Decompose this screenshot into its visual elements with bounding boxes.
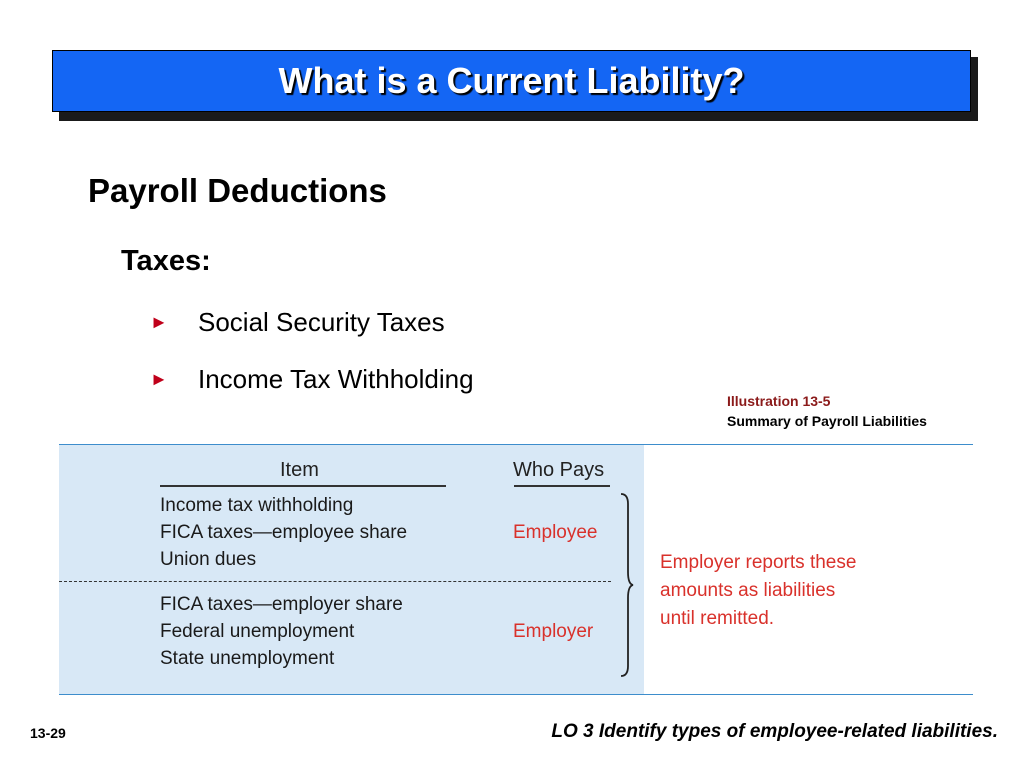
liability-note [660,549,856,633]
bullet-item [150,364,474,395]
curly-brace-icon [619,492,635,678]
slide-title: What is a Current Liability? [278,60,745,101]
header-underline [514,485,610,487]
table-cell-item: FICA taxes—employee share [160,522,408,543]
table-cell-item: Union dues [160,549,257,570]
learning-objective: LO 3 Identify types of employee-related liabilities. [551,721,998,742]
illustration-number: Illustration 13-5 [727,393,831,409]
column-header-who-pays: Who Pays [513,459,605,481]
illustration-title: Summary of Payroll Liabilities [727,413,927,429]
table-shaded-area [59,445,644,694]
title-bar [52,50,971,112]
table-cell-item: Income tax withholding [160,495,354,516]
column-header-item: Item [280,459,319,481]
payer-employee: Employee [513,522,598,543]
group-divider [59,581,611,582]
note-line: until remitted. [660,608,775,629]
bullet-text: Social Security Taxes [198,307,445,337]
table-cell-item: State unemployment [160,648,335,669]
triangle-bullet-icon: ► [150,312,168,332]
payroll-liabilities-table [59,444,973,695]
payer-employer: Employer [513,621,594,642]
subsection-heading: Taxes: [121,245,211,277]
note-line: amounts as liabilities [660,580,836,601]
bullet-item [150,307,445,338]
bullet-text: Income Tax Withholding [198,364,474,394]
section-heading: Payroll Deductions [88,172,387,209]
header-underline [160,485,446,487]
illustration-caption [727,391,927,431]
triangle-bullet-icon: ► [150,369,168,389]
table-cell-item: Federal unemployment [160,621,355,642]
slide-number: 13-29 [30,725,66,741]
note-line: Employer reports these [660,552,857,573]
table-cell-item: FICA taxes—employer share [160,594,403,615]
